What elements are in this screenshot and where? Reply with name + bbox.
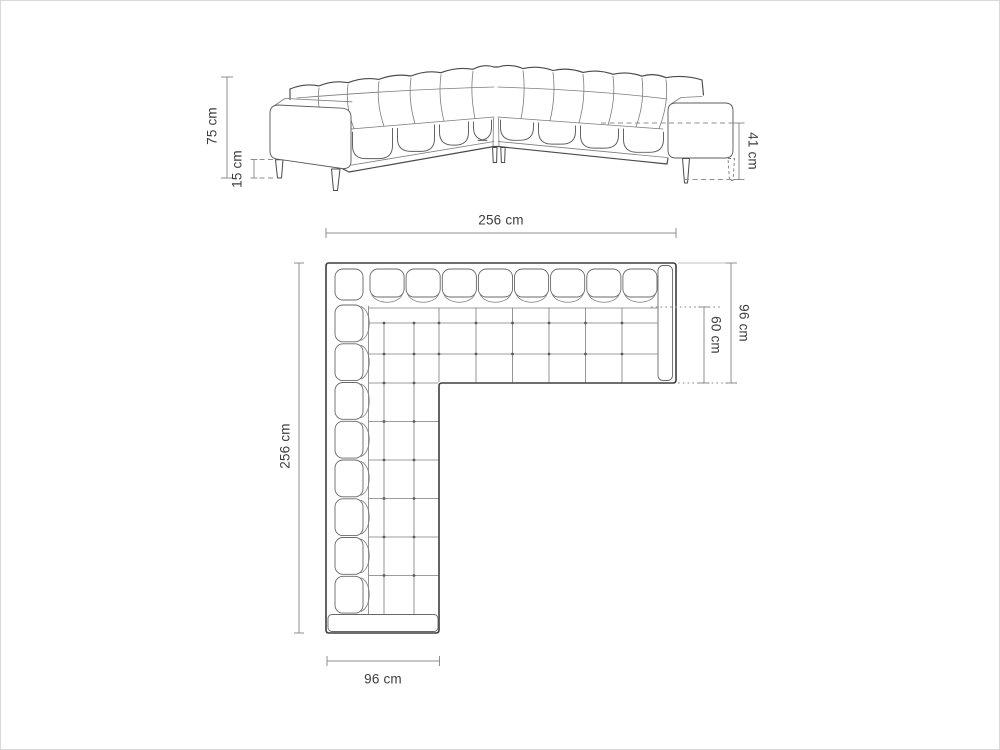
leg-height-label: 15 cm: [229, 150, 245, 188]
front-elevation-view: [270, 65, 735, 190]
dimension-width-256: [326, 228, 676, 238]
dimension-depth-256: [294, 263, 304, 633]
width-label: 256 cm: [478, 212, 524, 228]
diagram-artwork: [1, 1, 1000, 750]
dimension-right-depth-96: [726, 263, 737, 383]
plan-cushions-and-grid: [335, 269, 657, 614]
seat-height-label: 41 cm: [745, 132, 761, 170]
dimension-chaise-width-96: [327, 656, 440, 666]
height-label: 75 cm: [204, 107, 220, 145]
base-rail-top-line: [349, 142, 667, 166]
sofa-leg-front-left: [276, 160, 284, 178]
sofa-leg-center-b: [501, 148, 505, 163]
seat-depth-label: 60 cm: [708, 316, 724, 354]
elevation-back-and-cushions: [290, 65, 704, 158]
left-armrest: [270, 105, 351, 169]
plan-right-armrest: [658, 266, 673, 381]
sofa-leg-center-a: [493, 148, 497, 163]
plan-outline: [326, 263, 676, 633]
right-depth-label: 96 cm: [736, 304, 752, 342]
sofa-leg-left: [332, 169, 341, 191]
top-plan-view: [326, 263, 737, 633]
right-armrest: [668, 103, 733, 158]
sofa-leg-right-rear-hidden: [728, 159, 735, 181]
depth-label: 256 cm: [277, 423, 293, 469]
plan-chaise-front-band: [328, 615, 438, 632]
dimension-leg-height-15: [251, 160, 275, 179]
chaise-width-label: 96 cm: [364, 671, 402, 687]
